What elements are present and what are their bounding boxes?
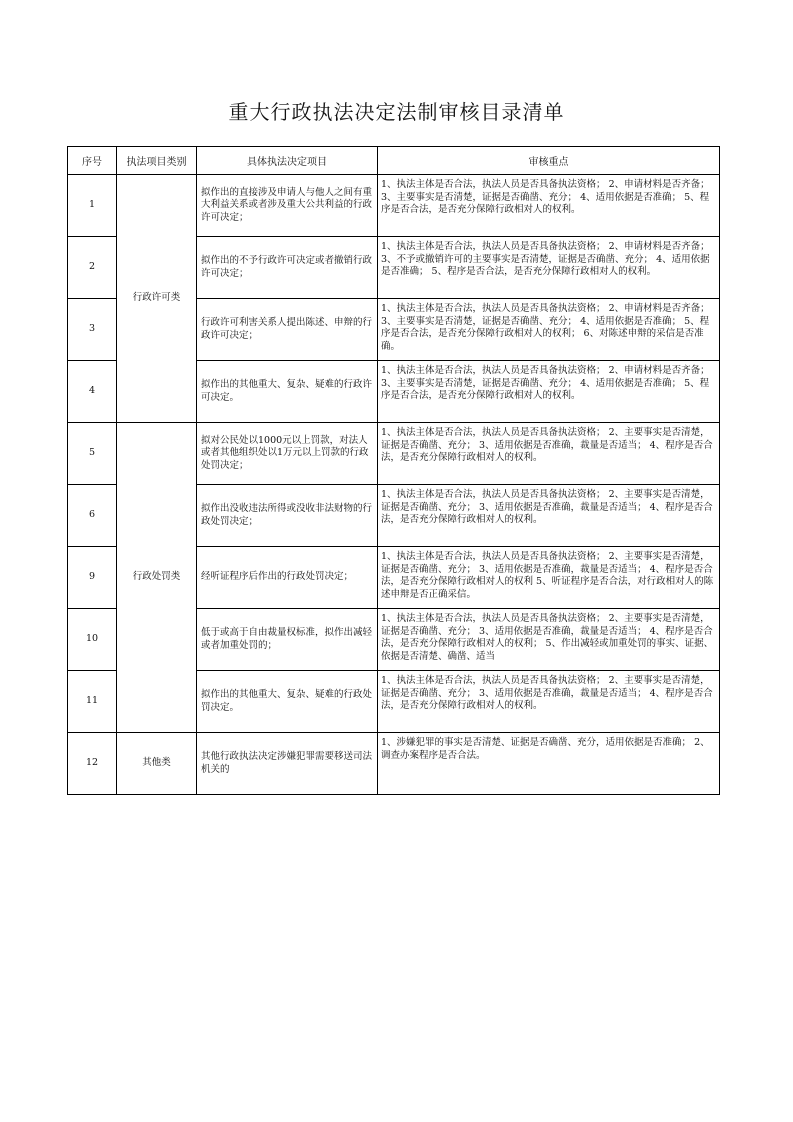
table-row [68, 733, 720, 795]
document-title: 重大行政执法决定法制审核目录清单 [228, 100, 565, 124]
row-number: 11 [68, 671, 117, 733]
row-number: 2 [68, 237, 117, 299]
review-focus: 1、执法主体是否合法，执法人员是否具备执法资格； 2、申请材料是否齐备； 3、主要事实是否清楚，证据是否确凿、充分； 4、适用依据是否准确； 5、程序是否合法，是否充分保障行政相对人的权利； 6、对陈述申辩的采信是否准确。 [378, 299, 720, 361]
decision-item: 拟作出的不予行政许可决定或者撤销行政许可决定； [197, 237, 378, 299]
table-row [68, 175, 720, 237]
row-number: 6 [68, 485, 117, 547]
decision-item: 低于或高于自由裁量权标准，拟作出减轻或者加重处罚的； [197, 609, 378, 671]
header-row [68, 147, 720, 175]
review-focus: 1、执法主体是否合法，执法人员是否具备执法资格； 2、申请材料是否齐备； 3、主要事实是否清楚，证据是否确凿、充分； 4、适用依据是否准确； 5、程序是否合法，是否充分保障行政相对人的权利。 [378, 361, 720, 423]
review-table [67, 146, 720, 795]
row-number: 1 [68, 175, 117, 237]
decision-item: 其他行政执法决定涉嫌犯罪需要移送司法机关的 [197, 733, 378, 795]
table-row [68, 423, 720, 485]
review-focus: 1、执法主体是否合法，执法人员是否具备执法资格； 2、主要事实是否清楚，证据是否确凿、充分； 3、适用依据是否准确，裁量是否适当； 4、程序是否合法，是否充分保障行政相对人的权利。 [378, 423, 720, 485]
review-focus: 1、执法主体是否合法，执法人员是否具备执法资格； 2、申请材料是否齐备； 3、不予或撤销许可的主要事实是否清楚，证据是否确凿、充分； 4、适用依据是否准确； 5、程序是否合法，是否充分保障行政相对人的权利。 [378, 237, 720, 299]
header-item: 具体执法决定项目 [197, 147, 378, 175]
category-cell: 其他类 [117, 733, 197, 795]
row-number: 4 [68, 361, 117, 423]
header-category: 执法项目类别 [117, 147, 197, 175]
decision-item: 拟作出的其他重大、复杂、疑难的行政处罚决定。 [197, 671, 378, 733]
category-cell: 行政处罚类 [117, 423, 197, 733]
decision-item: 行政许可利害关系人提出陈述、申辩的行政许可决定； [197, 299, 378, 361]
review-focus: 1、执法主体是否合法，执法人员是否具备执法资格； 2、主要事实是否清楚，证据是否确凿、充分； 3、适用依据是否准确，裁量是否适当； 4、程序是否合法，是否充分保障行政相对人的权利。 [378, 485, 720, 547]
review-focus: 1、涉嫌犯罪的事实是否清楚、证据是否确凿、充分，适用依据是否准确； 2、调查办案程序是否合法。 [378, 733, 720, 795]
row-number: 10 [68, 609, 117, 671]
review-focus: 1、执法主体是否合法，执法人员是否具备执法资格； 2、主要事实是否清楚，证据是否确凿、充分； 3、适用依据是否准确，裁量是否适当； 4、程序是否合法，是否充分保障行政相对人的权利； 5、作出减轻或加重处罚的事实、证据、依据是否清楚、确凿、适当 [378, 609, 720, 671]
review-focus: 1、执法主体是否合法，执法人员是否具备执法资格； 2、申请材料是否齐备； 3、主要事实是否清楚，证据是否确凿、充分； 4、适用依据是否准确； 5、程序是否合法，是否充分保障行政相对人的权利。 [378, 175, 720, 237]
header-no: 序号 [68, 147, 117, 175]
decision-item: 拟作出没收违法所得或没收非法财物的行政处罚决定； [197, 485, 378, 547]
header-focus: 审核重点 [378, 147, 720, 175]
decision-item: 拟作出的其他重大、复杂、疑难的行政许可决定。 [197, 361, 378, 423]
category-cell: 行政许可类 [117, 175, 197, 423]
decision-item: 拟作出的直接涉及申请人与他人之间有重大利益关系或者涉及重大公共利益的行政许可决定； [197, 175, 378, 237]
row-number: 3 [68, 299, 117, 361]
decision-item: 经听证程序后作出的行政处罚决定； [197, 547, 378, 609]
decision-item: 拟对公民处以1000元以上罚款，对法人或者其他组织处以1万元以上罚款的行政处罚决定； [197, 423, 378, 485]
review-focus: 1、执法主体是否合法，执法人员是否具备执法资格； 2、主要事实是否清楚，证据是否确凿、充分； 3、适用依据是否准确，裁量是否适当； 4、程序是否合法，是否充分保障行政相对人的权利 5、听证程序是否合法，对行政相对人的陈述申辩是否正确采信。 [378, 547, 720, 609]
review-focus: 1、执法主体是否合法，执法人员是否具备执法资格； 2、主要事实是否清楚，证据是否确凿、充分； 3、适用依据是否准确，裁量是否适当； 4、程序是否合法，是否充分保障行政相对人的权利。 [378, 671, 720, 733]
row-number: 12 [68, 733, 117, 795]
row-number: 5 [68, 423, 117, 485]
row-number: 9 [68, 547, 117, 609]
